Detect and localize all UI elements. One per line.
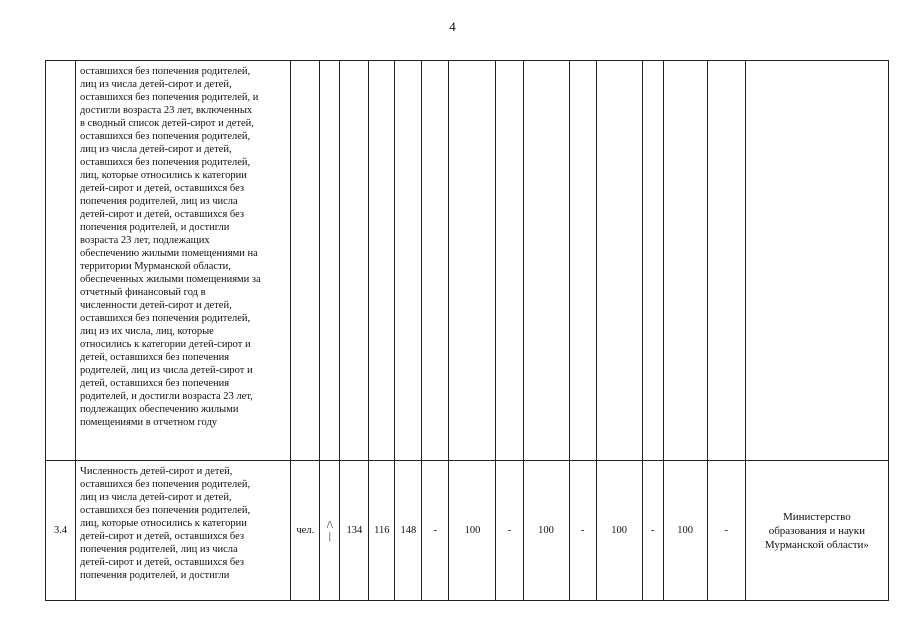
value-cell: - (642, 461, 663, 601)
indicator-description: Численность детей-сирот и детей, оставшихся без попечения родителей, лиц из числа детей-сирот и детей, оставшихся без попечения родителей, лиц, которые относились к категории детей-сирот и детей, оставшихся без попечения родителей, лиц из числа детей-сирот и детей, оставшихся без попечения родителей, и достигли (76, 461, 291, 601)
value-cell: - (422, 461, 449, 601)
empty-cell (395, 61, 422, 461)
empty-cell (745, 61, 888, 461)
row-number-cell: 3.4 (46, 461, 76, 601)
value-cell: 100 (663, 461, 707, 601)
empty-cell (320, 61, 340, 461)
direction-symbol: /\ | (320, 461, 340, 601)
empty-cell (340, 61, 369, 461)
empty-cell (569, 61, 596, 461)
empty-cell (496, 61, 523, 461)
value-cell: 100 (523, 461, 569, 601)
value-cell: 134 (340, 461, 369, 601)
empty-cell (596, 61, 642, 461)
value-cell: - (707, 461, 745, 601)
unit-cell: чел. (291, 461, 320, 601)
indicators-table (45, 60, 889, 601)
value-cell: 148 (395, 461, 422, 601)
empty-cell (291, 61, 320, 461)
responsible-org-cell: Министерство образования и науки Мурманской области» (745, 461, 888, 601)
table-row (46, 461, 889, 601)
empty-cell (422, 61, 449, 461)
empty-cell (449, 61, 496, 461)
empty-cell (523, 61, 569, 461)
value-cell: - (496, 461, 523, 601)
row-number-cell (46, 61, 76, 461)
indicator-description: оставшихся без попечения родителей, лиц из числа детей-сирот и детей, оставшихся без попечения родителей, и достигли возраста 23 лет, включенных в сводный список детей-сирот и детей, оставшихся без попечения родителей, лиц из числа детей-сирот и детей, оставшихся без попечения родителей, лиц, которые относились к категории детей-сирот и детей, оставшихся без попечения родителей, лиц из числа детей-сирот и детей, оставшихся без попечения родителей, и достигли возраста 23 лет, подлежащих обеспечению жилыми помещениями на территории Мурманской области, обеспеченных жилыми помещениями за отчетный финансовый год в численности детей-сирот и детей, оставшихся без попечения родителей, лиц из их числа, лиц, которые относились к категории детей-сирот и детей, оставшихся без попечения родителей, лиц из числа детей-сирот и детей, оставшихся без попечения родителей, и достигли возраста 23 лет, подлежащих обеспечению жилыми помещениями в отчетном году (76, 61, 291, 461)
empty-cell (369, 61, 395, 461)
table-row (46, 61, 889, 461)
value-cell: 100 (596, 461, 642, 601)
value-cell: - (569, 461, 596, 601)
empty-cell (642, 61, 663, 461)
value-cell: 116 (369, 461, 395, 601)
empty-cell (707, 61, 745, 461)
page-number: 4 (449, 19, 456, 34)
value-cell: 100 (449, 461, 496, 601)
empty-cell (663, 61, 707, 461)
